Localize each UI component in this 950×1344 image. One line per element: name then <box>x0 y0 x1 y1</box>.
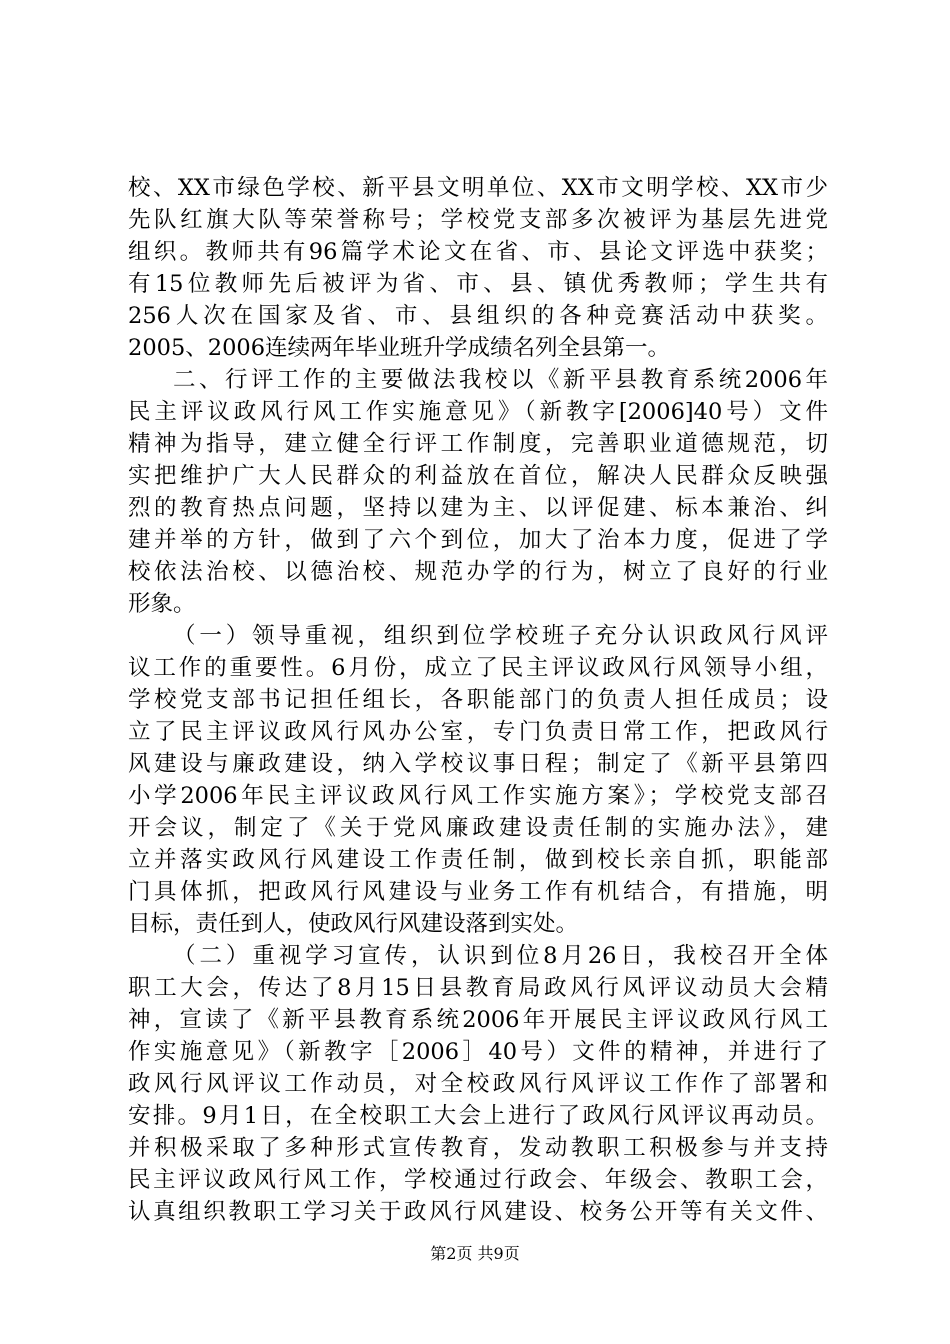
text-line: 精神为指导，建立健全行评工作制度，完善职业道德规范，切 <box>128 431 828 457</box>
text-line: 烈的教育热点问题，坚持以建为主、以评促建、标本兼治、纠 <box>128 495 828 521</box>
text-line: 目标，责任到人，使政风行风建设落到实处。 <box>128 911 579 937</box>
text-line: 神，宣读了《新平县教育系统2006年开展民主评议政风行风工 <box>128 1007 828 1033</box>
text-line: 校、XX市绿色学校、新平县文明单位、XX市文明学校、XX市少 <box>128 175 828 201</box>
text-line: 形象。 <box>128 591 196 617</box>
text-line: 作实施意见》（新教字［2006］40号）文件的精神，并进行了 <box>128 1039 828 1065</box>
text-line: 有15位教师先后被评为省、市、县、镇优秀教师；学生共有 <box>128 271 828 297</box>
text-line: 2005、2006连续两年毕业班升学成绩名列全县第一。 <box>128 335 671 361</box>
text-line: 职工大会，传达了8月15日县教育局政风行风评议动员大会精 <box>128 975 828 1001</box>
text-line: 开会议，制定了《关于党风廉政建设责任制的实施办法》，建 <box>128 815 828 841</box>
text-line: 民主评议政风行风工作，学校通过行政会、年级会、教职工会， <box>128 1167 828 1193</box>
text-line: 议工作的重要性。6月份，成立了民主评议政风行风领导小组， <box>128 655 828 681</box>
text-line: 校依法治校、以德治校、规范办学的行为，树立了良好的行业 <box>128 559 828 585</box>
text-line: 256人次在国家及省、市、县组织的各种竞赛活动中获奖。 <box>128 303 828 329</box>
text-line: 学校党支部书记担任组长，各职能部门的负责人担任成员；设 <box>128 687 828 713</box>
text-line: 风建设与廉政建设，纳入学校议事日程；制定了《新平县第四 <box>128 751 828 777</box>
text-line: 小学2006年民主评议政风行风工作实施方案》；学校党支部召 <box>128 783 828 809</box>
subsection-heading-line: （二）重视学习宣传，认识到位8月26日，我校召开全体 <box>173 943 828 969</box>
text-line: 门具体抓，把政风行风建设与业务工作有机结合，有措施，明 <box>128 879 828 905</box>
text-line: 民主评议政风行风工作实施意见》（新教字[2006]40号）文件 <box>128 399 828 425</box>
document-body <box>128 172 828 1228</box>
section-heading-line: 二、行评工作的主要做法我校以《新平县教育系统2006年 <box>173 367 828 393</box>
text-line: 政风行风评议工作动员，对全校政风行风评议工作作了部署和 <box>128 1071 828 1097</box>
text-line: 安排。9月1日，在全校职工大会上进行了政风行风评议再动员。 <box>128 1103 828 1129</box>
page-number-footer: 第2页 共9页 <box>430 1244 520 1263</box>
text-line: 并积极采取了多种形式宣传教育，发动教职工积极参与并支持 <box>128 1135 828 1161</box>
text-line: 组织。教师共有96篇学术论文在省、市、县论文评选中获奖； <box>128 239 828 265</box>
text-line: 建并举的方针，做到了六个到位，加大了治本力度，促进了学 <box>128 527 828 553</box>
text-line: 先队红旗大队等荣誉称号；学校党支部多次被评为基层先进党 <box>128 207 828 233</box>
text-line: 实把维护广大人民群众的利益放在首位，解决人民群众反映强 <box>128 463 828 489</box>
text-line: 认真组织教职工学习关于政风行风建设、校务公开等有关文件、 <box>128 1199 828 1225</box>
text-line: 立并落实政风行风建设工作责任制，做到校长亲自抓，职能部 <box>128 847 828 873</box>
text-line: 立了民主评议政风行风办公室，专门负责日常工作，把政风行 <box>128 719 828 745</box>
subsection-heading-line: （一）领导重视，组织到位学校班子充分认识政风行风评 <box>173 623 828 649</box>
